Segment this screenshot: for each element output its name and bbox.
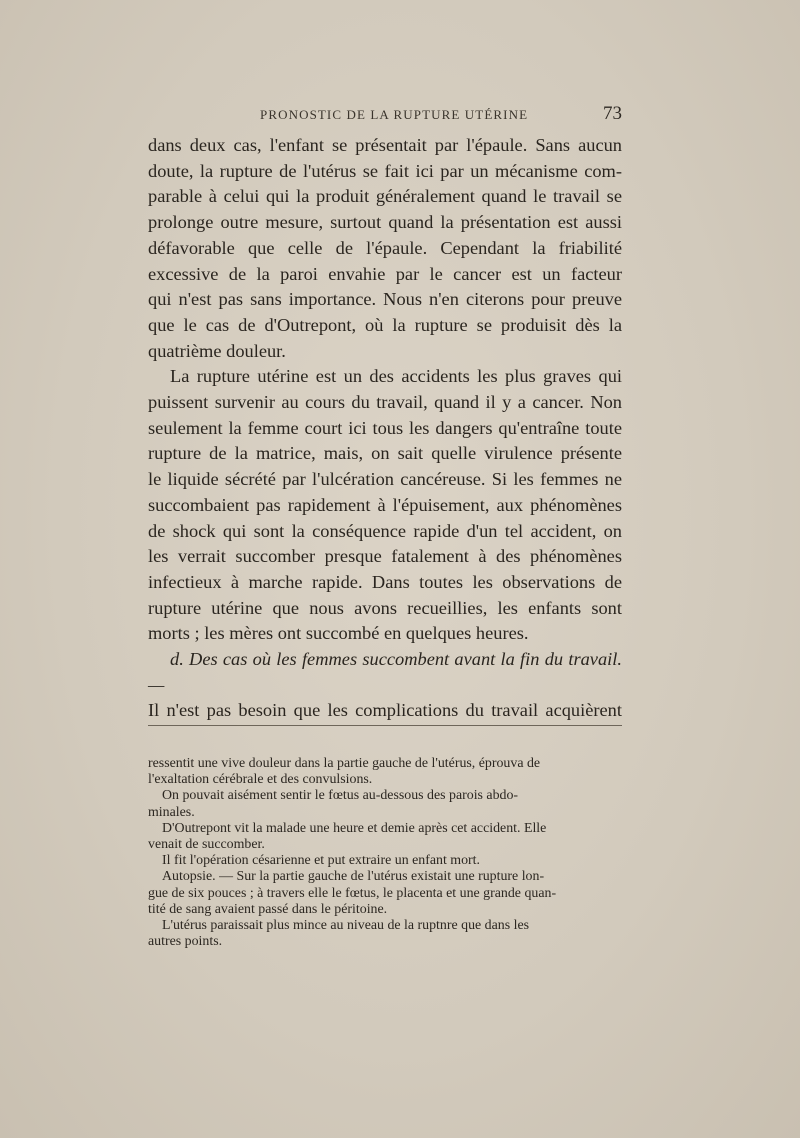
text-line: parable à celui qui la produit généralement quand le travail se bbox=[148, 186, 622, 207]
text-line: dans deux cas, l'enfant se présentait par l'épaule. Sans aucun bbox=[148, 135, 622, 155]
footnote-line: venait de succomber. bbox=[148, 837, 265, 853]
running-title: PRONOSTIC DE LA RUPTURE UTÉRINE bbox=[260, 107, 529, 122]
footnote-line: gue de six pouces ; à travers elle le fœtus, le placenta et une grande quan- bbox=[148, 885, 557, 901]
text-line: le liquide sécrété par l'ulcération cancéreuse. Si les femmes ne bbox=[148, 469, 622, 490]
main-text bbox=[148, 133, 622, 724]
footnote-line: tité de sang avaient passé dans le péritoine. bbox=[148, 901, 388, 917]
footnote-line: D'Outrepont vit la malade une heure et demie après cet accident. Elle bbox=[162, 820, 547, 836]
text-line: Il n'est pas besoin que les complications du travail acquièrent bbox=[148, 700, 622, 721]
footnote-line: l'exaltation cérébrale et des convulsions. bbox=[148, 772, 373, 788]
footnote-line: autres points. bbox=[148, 934, 223, 950]
text-line: La rupture utérine est un des accidents les plus graves qui bbox=[170, 366, 622, 387]
text-line: succombaient pas rapidement à l'épuisement, aux phénomènes bbox=[148, 494, 622, 515]
text-line: prolonge outre mesure, surtout quand la présentation est aussi bbox=[148, 212, 622, 233]
text-line: que le cas de d'Outrepont, où la rupture se produisit dès la bbox=[148, 314, 622, 335]
page-number: 73 bbox=[603, 103, 622, 124]
footnote-line: L'utérus paraissait plus mince au niveau de la ruptnre que dans les bbox=[162, 918, 530, 934]
text-line: qui n'est pas sans importance. Nous n'en citerons pour preuve bbox=[148, 289, 622, 310]
text-line: morts ; les mères ont succombé en quelques heures. bbox=[148, 623, 529, 644]
section-heading-line: d. Des cas où les femmes succombent avant la fin du travail. — bbox=[148, 649, 622, 695]
text-line: quatrième douleur. bbox=[148, 340, 286, 361]
page-header bbox=[148, 103, 622, 127]
text-line: excessive de la paroi envahie par le cancer est un facteur bbox=[148, 263, 622, 284]
text-line: rupture de la matrice, mais, on sait quelle virulence présente bbox=[148, 443, 622, 464]
footnote-line: Autopsie. — Sur la partie gauche de l'utérus existait une rupture lon- bbox=[162, 869, 545, 885]
text-line: seulement la femme court ici tous les dangers qu'entraîne toute bbox=[148, 417, 622, 438]
footnote-line: ressentit une vive douleur dans la partie gauche de l'utérus, éprouva de bbox=[148, 756, 541, 771]
text-line: puissent survenir au cours du travail, quand il y a cancer. Non bbox=[148, 392, 622, 413]
text-line: défavorable que celle de l'épaule. Cependant la friabilité bbox=[148, 237, 622, 258]
footnote-line: minales. bbox=[148, 804, 195, 820]
footnote-rule bbox=[148, 725, 622, 726]
footnote-line: On pouvait aisément sentir le fœtus au-dessous des parois abdo- bbox=[162, 788, 519, 804]
text-line: rupture utérine que nous avons recueillies, les enfants sont bbox=[148, 597, 622, 618]
footnotes bbox=[148, 756, 626, 950]
text-line: infectieux à marche rapide. Dans toutes les observations de bbox=[148, 571, 622, 592]
text-line: de shock qui sont la conséquence rapide d'un tel accident, on bbox=[148, 520, 622, 541]
text-line: doute, la rupture de l'utérus se fait ici par un mécanisme com- bbox=[148, 160, 622, 181]
text-line: les verrait succomber presque fatalement à des phénomènes bbox=[148, 546, 622, 567]
footnote-line: Il fit l'opération césarienne et put extraire un enfant mort. bbox=[162, 853, 480, 869]
